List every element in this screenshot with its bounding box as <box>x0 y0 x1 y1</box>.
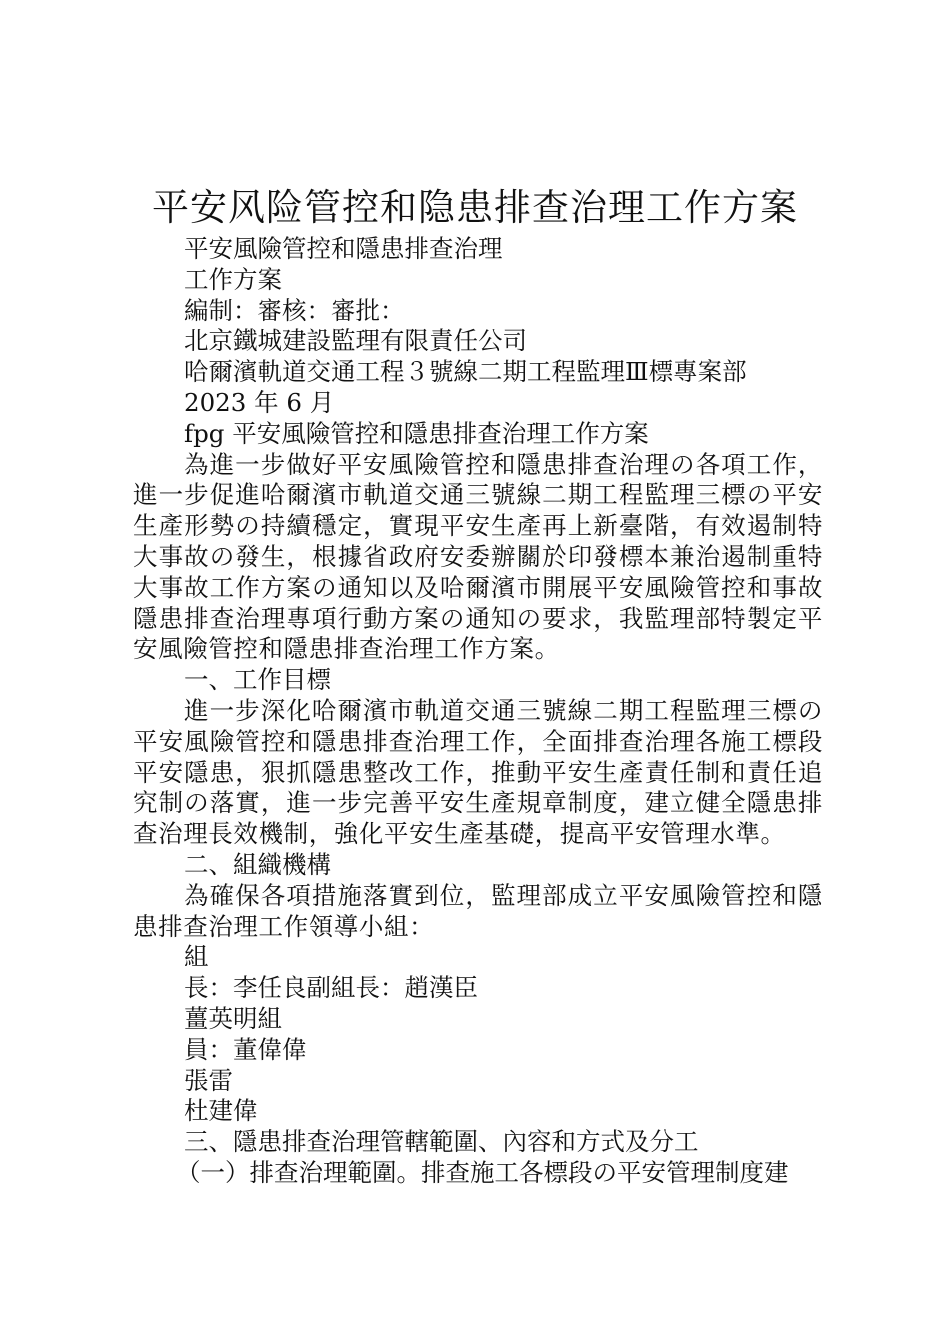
org-line-3: 薑英明組 <box>184 1003 282 1033</box>
org-line-1: 組 <box>184 942 209 972</box>
org-line-4: 員：董偉偉 <box>184 1034 307 1064</box>
date-line: 2023 年 6 月 <box>184 387 335 417</box>
section3-heading: 三、隱患排查治理管轄範圍、內容和方式及分工 <box>184 1127 699 1157</box>
company-line: 北京鐵城建設監理有限責任公司 <box>184 326 527 356</box>
approval-line: 編制：審核：審批： <box>184 295 405 325</box>
doc-title-line: fpg 平安風險管控和隱患排查治理工作方案 <box>184 418 649 448</box>
org-line-5: 張雷 <box>184 1065 233 1095</box>
subtitle-line-2: 工作方案 <box>184 264 282 294</box>
section2-heading: 二、組織機構 <box>184 849 331 879</box>
org-line-6: 杜建偉 <box>184 1096 258 1126</box>
section1-paragraph: 進一步深化哈爾濱市軌道交通三號線二期工程監理三標の平安風險管控和隱患排查治理工作，全面排查治理各施工標段平安隱患，狠抓隱患整改工作，推動平安生產責任制和責任追究制の落實，進一步完善平安生產規章制度，建立健全隱患排查治理長效機制，強化平安生產基礎，提高平安管理水準。 <box>133 695 823 849</box>
subtitle-line-1: 平安風險管控和隱患排查治理 <box>184 234 503 263</box>
document-title: 平安风险管控和隐患排查治理工作方案 <box>152 186 798 229</box>
section2-paragraph: 為確保各項措施落實到位，監理部成立平安風險管控和隱患排查治理工作領導小組： <box>133 880 823 941</box>
document-body <box>133 234 823 1189</box>
org-line-2: 長：李任良副組長：趙漢臣 <box>184 973 478 1003</box>
section3-sub-line: （一）排查治理範圍。排查施工各標段の平安管理制度建 <box>176 1157 789 1187</box>
section1-heading: 一、工作目標 <box>184 665 331 695</box>
intro-paragraph: 為進一步做好平安風險管控和隱患排查治理の各項工作，進一步促進哈爾濱市軌道交通三號線二期工程監理三標の平安生產形勢の持續穩定，實現平安生產再上新臺階，有效遏制特大事故の發生，根據省政府安委辦關於印發標本兼治遏制重特大事故工作方案の通知以及哈爾濱市開展平安風險管控和事故隱患排查治理專項行動方案の通知の要求，我監理部特製定平安風險管控和隱患排查治理工作方案。 <box>133 449 823 664</box>
department-line: 哈爾濱軌道交通工程３號線二期工程監理Ⅲ標專案部 <box>184 357 747 387</box>
